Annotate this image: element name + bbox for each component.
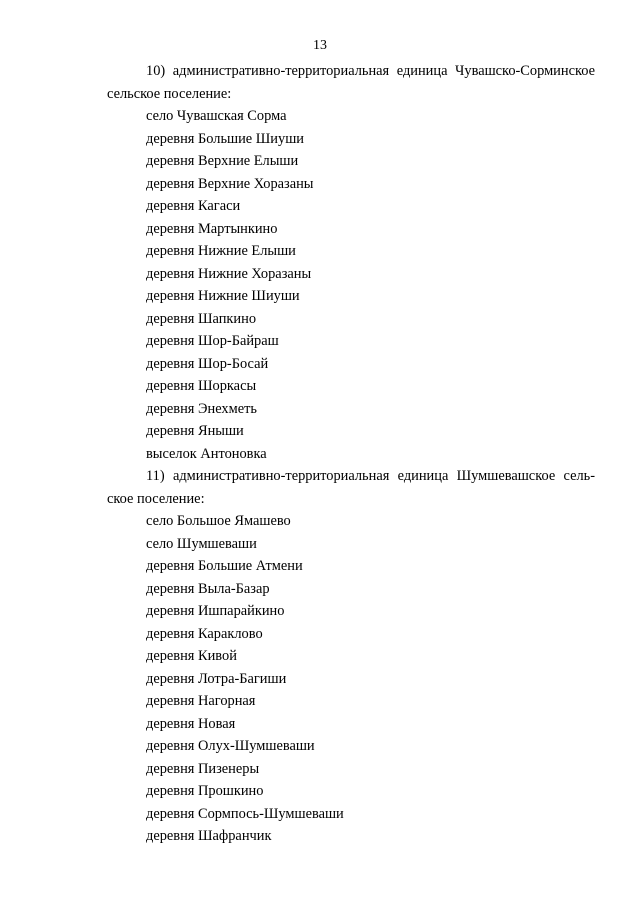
list-item: деревня Кагаси [146, 198, 241, 214]
list-item: деревня Кивой [146, 648, 237, 664]
list-item: деревня Мартынкино [146, 220, 278, 237]
list-item: деревня Ишпарайкино [146, 603, 285, 619]
list-item: деревня Шоркасы [146, 378, 257, 394]
list-item: деревня Нижние Шиуши [146, 288, 300, 304]
list-item: деревня Шапкино [146, 310, 257, 327]
list-item: деревня Сормпось-Шумшеваши [146, 805, 344, 822]
list-item: деревня Новая [146, 715, 236, 732]
list-item: деревня Лотра-Багиши [146, 670, 287, 687]
section-chuvashsko-sorminskoe [107, 60, 595, 465]
section-heading-line1: 11) административно-территориальная единица Шумшевашское сель- [146, 468, 595, 484]
list-item: деревня Караклово [146, 625, 263, 642]
list-item: деревня Пизенеры [146, 760, 260, 777]
list-item: деревня Шор-Байраш [146, 333, 279, 349]
settlement-list [107, 510, 595, 848]
list-item: деревня Шафранчик [146, 828, 272, 844]
settlement-list [107, 105, 595, 465]
list-item: село Большое Ямашево [146, 513, 291, 529]
list-item: деревня Олух-Шумшеваши [146, 738, 315, 754]
list-item: деревня Верхние Елыши [146, 153, 299, 169]
list-item: деревня Большие Шиуши [146, 130, 304, 147]
section-heading-line2: сельское поселение: [107, 85, 232, 102]
list-item: деревня Энехметь [146, 400, 257, 417]
section-heading [107, 465, 595, 510]
list-item: село Чувашская Сорма [146, 108, 287, 124]
page-number: 13 [313, 38, 327, 53]
section-heading-line2: ское поселение: [107, 490, 205, 507]
list-item: деревня Большие Атмени [146, 558, 303, 574]
list-item: деревня Выла-Базар [146, 580, 270, 597]
list-item: выселок Антоновка [146, 445, 267, 462]
list-item: деревня Прошкино [146, 783, 264, 799]
list-item: деревня Шор-Босай [146, 355, 269, 372]
list-item: село Шумшеваши [146, 535, 257, 552]
section-shumshevashskoe [107, 465, 595, 848]
list-item: деревня Нижние Хоразаны [146, 265, 312, 282]
list-item: деревня Верхние Хоразаны [146, 175, 314, 192]
section-heading-line1: 10) административно-территориальная единица Чувашско-Сорминское [146, 63, 595, 79]
list-item: деревня Нижние Елыши [146, 243, 296, 259]
document-body [107, 60, 595, 848]
list-item: деревня Нагорная [146, 693, 256, 709]
list-item: деревня Яныши [146, 423, 244, 439]
section-heading [107, 60, 595, 105]
